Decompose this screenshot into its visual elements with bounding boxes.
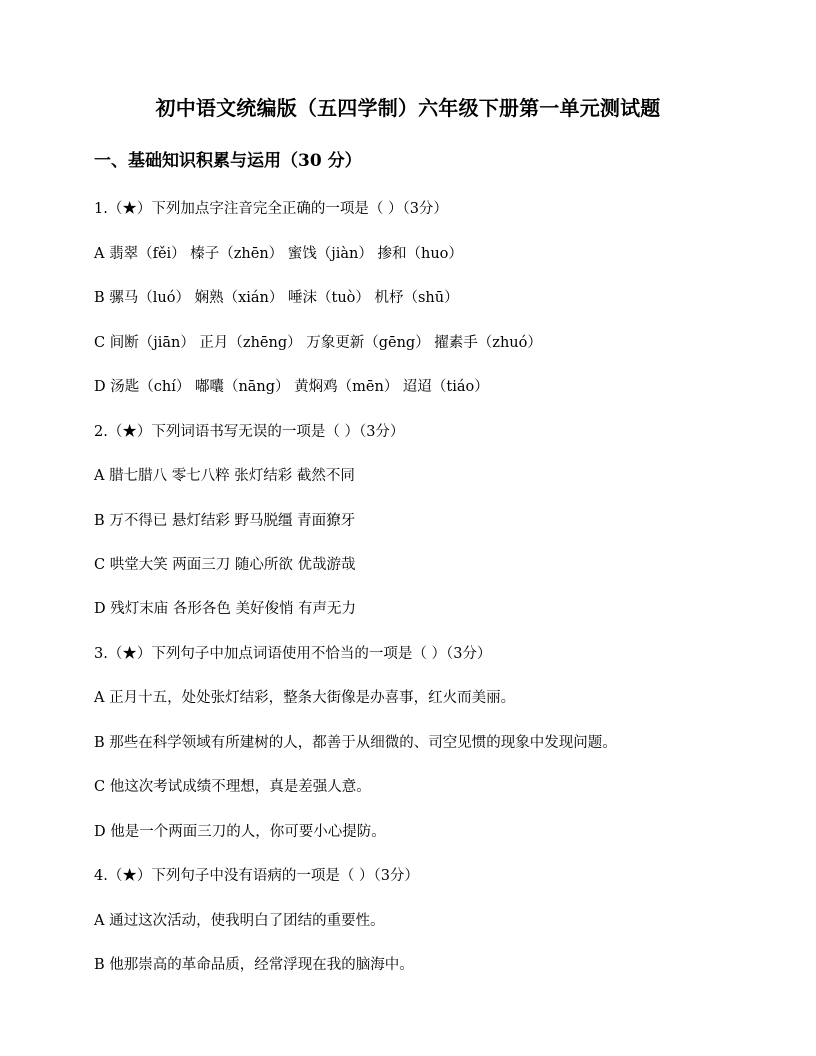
question-4-option-b: B 他那崇高的革命品质，经常浮现在我的脑海中。	[94, 957, 414, 973]
question-4-stem: 4.（★）下列句子中没有语病的一项是（ ）（3分）	[94, 868, 419, 884]
question-2-option-d: D 残灯末庙 各形各色 美好俊悄 有声无力	[94, 601, 357, 617]
question-3-option-a: A 正月十五，处处张灯结彩，整条大街像是办喜事，红火而美丽。	[94, 690, 516, 706]
question-1-option-c: C 间断（jiān） 正月（zhēng） 万象更新（gēng） 擢素手（zhuó）	[94, 335, 542, 351]
question-1-option-d: D 汤匙（chí） 嘟囔（nāng） 黄焖鸡（mēn） 迢迢（tiáo）	[94, 379, 489, 395]
question-4-option-a: A 通过这次活动，使我明白了团结的重要性。	[94, 913, 385, 929]
question-2-option-c: C 哄堂大笑 两面三刀 随心所欲 优哉游哉	[94, 557, 356, 573]
page-title: 初中语文统编版（五四学制）六年级下册第一单元测试题	[155, 96, 661, 120]
question-2-option-b: B 万不得已 悬灯结彩 野马脱缰 青面獠牙	[94, 513, 356, 529]
question-3-option-d: D 他是一个两面三刀的人，你可要小心提防。	[94, 824, 386, 840]
question-3-stem: 3.（★）下列句子中加点词语使用不恰当的一项是（ ）（3分）	[94, 646, 492, 662]
question-1-option-a: A 翡翠（fěi） 榛子（zhēn） 蜜饯（jiàn） 掺和（huo）	[94, 246, 463, 262]
question-2-option-a: A 腊七腊八 零七八粹 张灯结彩 截然不同	[94, 468, 355, 484]
question-1-stem: 1.（★）下列加点字注音完全正确的一项是（ ）（3分）	[94, 201, 448, 217]
section-heading: 一、基础知识积累与运用（30 分）	[94, 151, 362, 171]
question-2-stem: 2.（★）下列词语书写无误的一项是（ ）（3分）	[94, 424, 405, 440]
question-1-option-b: B 骡马（luó） 娴熟（xián） 唾沫（tuò） 机杼（shū）	[94, 290, 459, 306]
question-3-option-c: C 他这次考试成绩不理想，真是差强人意。	[94, 779, 371, 795]
question-3-option-b: B 那些在科学领域有所建树的人，都善于从细微的、司空见惯的现象中发现问题。	[94, 735, 617, 751]
